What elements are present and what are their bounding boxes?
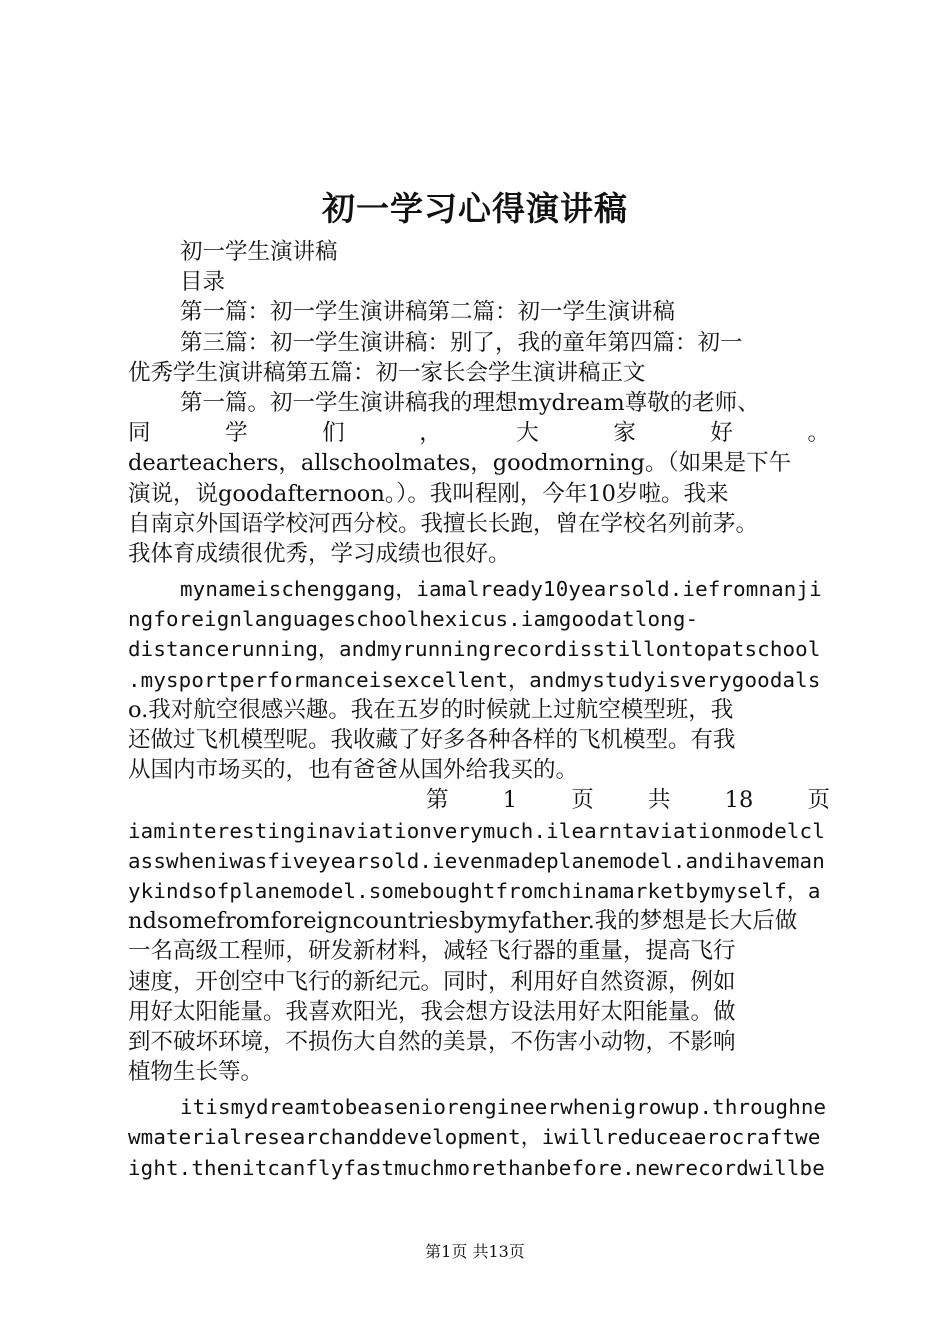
text-fragment: 18	[724, 787, 754, 814]
text-fragment: 们	[322, 420, 345, 447]
text-line: iaminterestinginaviationverymuch.ilearntaviationmodelcl	[128, 818, 825, 843]
text-line: .mysportperformanceisexcellent，andmystudyisverygoodals	[128, 667, 821, 692]
text-line: 自南京外国语学校河西分校。我擅长长跑，曾在学校名列前茅。	[128, 510, 759, 537]
text-line: ngforeignlanguageschoolhexicus.iamgoodatlong-	[128, 607, 699, 632]
text-fragment: 家	[613, 420, 636, 447]
text-line: 第一篇。初一学生演讲稿我的理想mydream尊敬的老师、	[180, 389, 760, 416]
text-line: 我体育成绩很优秀，学习成绩也很好。	[128, 540, 511, 567]
toc-heading: 目录	[180, 269, 226, 296]
text-line: 用好太阳能量。我喜欢阳光，我会想方设法用好太阳能量。做	[128, 998, 736, 1025]
text-line: ight.thenitcanflyfastmuchmorethanbefore.newrecordwillbe	[128, 1155, 825, 1180]
text-line: asswheniwasfiveyearsold.ievenmadeplanemodel.andihaveman	[128, 848, 825, 873]
text-fragment: 页	[807, 787, 830, 814]
subtitle: 初一学生演讲稿	[180, 239, 338, 265]
text-line: 到不破坏环境，不损伤大自然的美景，不伤害小动物，不影响	[128, 1028, 736, 1055]
text-line: 植物生长等。	[128, 1059, 264, 1086]
text-line: ykindsofplanemodel.someboughtfromchinamarketbymyself，a	[128, 878, 821, 903]
justified-line	[128, 418, 830, 448]
text-line: dearteachers，allschoolmates，goodmorning。（如果是下午	[128, 450, 792, 477]
page-footer: 第1页 共13页	[425, 1242, 525, 1261]
page-title: 初一学习心得演讲稿	[322, 189, 628, 228]
text-line: 一名高级工程师，研发新材料，减轻飞行器的重量，提高飞行	[128, 938, 736, 965]
text-line: 从国内市场买的，也有爸爸从国外给我买的。	[128, 757, 579, 784]
text-line: distancerunning，andmyrunningrecordisstillontopatschool	[128, 637, 821, 662]
toc-line: 第一篇：初一学生演讲稿第二篇：初一学生演讲稿	[180, 299, 676, 326]
text-line: 速度，开创空中飞行的新纪元。同时，利用好自然资源，例如	[128, 968, 736, 995]
text-line: itismydreamtobeaseniorengineerwhenigrowup.throughne	[180, 1095, 827, 1120]
text-fragment: 大	[516, 420, 539, 447]
text-fragment: 。	[807, 420, 830, 447]
text-line: o.我对航空很感兴趣。我在五岁的时候就上过航空模型班，我	[128, 696, 734, 723]
toc-line: 第三篇：初一学生演讲稿：别了，我的童年第四篇：初一	[180, 329, 743, 356]
document-body	[128, 237, 830, 1183]
text-fragment: 第	[426, 787, 449, 814]
text-line: mynameischenggang，iamalready10yearsold.iefromnanji	[180, 577, 822, 602]
text-fragment: 共	[647, 787, 671, 814]
text-fragment: 页	[571, 787, 594, 814]
text-fragment: 1	[502, 787, 518, 814]
inline-page-marker	[128, 785, 830, 815]
text-fragment: 好	[710, 420, 733, 447]
text-line: ndsomefromforeigncountriesbymyfather.我的梦想是长大后做	[128, 908, 798, 935]
text-fragment: ，	[419, 420, 442, 447]
text-fragment: 学	[225, 420, 248, 447]
toc-line: 优秀学生演讲稿第五篇：初一家长会学生演讲稿正文	[128, 359, 646, 386]
text-line: 还做过飞机模型呢。我收藏了好多各种各样的飞机模型。有我	[128, 727, 736, 753]
text-line: wmaterialresearchanddevelopment，iwillreduceaerocraftwe	[128, 1125, 821, 1150]
text-line: 演说，说goodafternoon。）。我叫程刚，今年10岁啦。我来	[128, 480, 729, 507]
text-fragment: 同	[128, 420, 151, 447]
